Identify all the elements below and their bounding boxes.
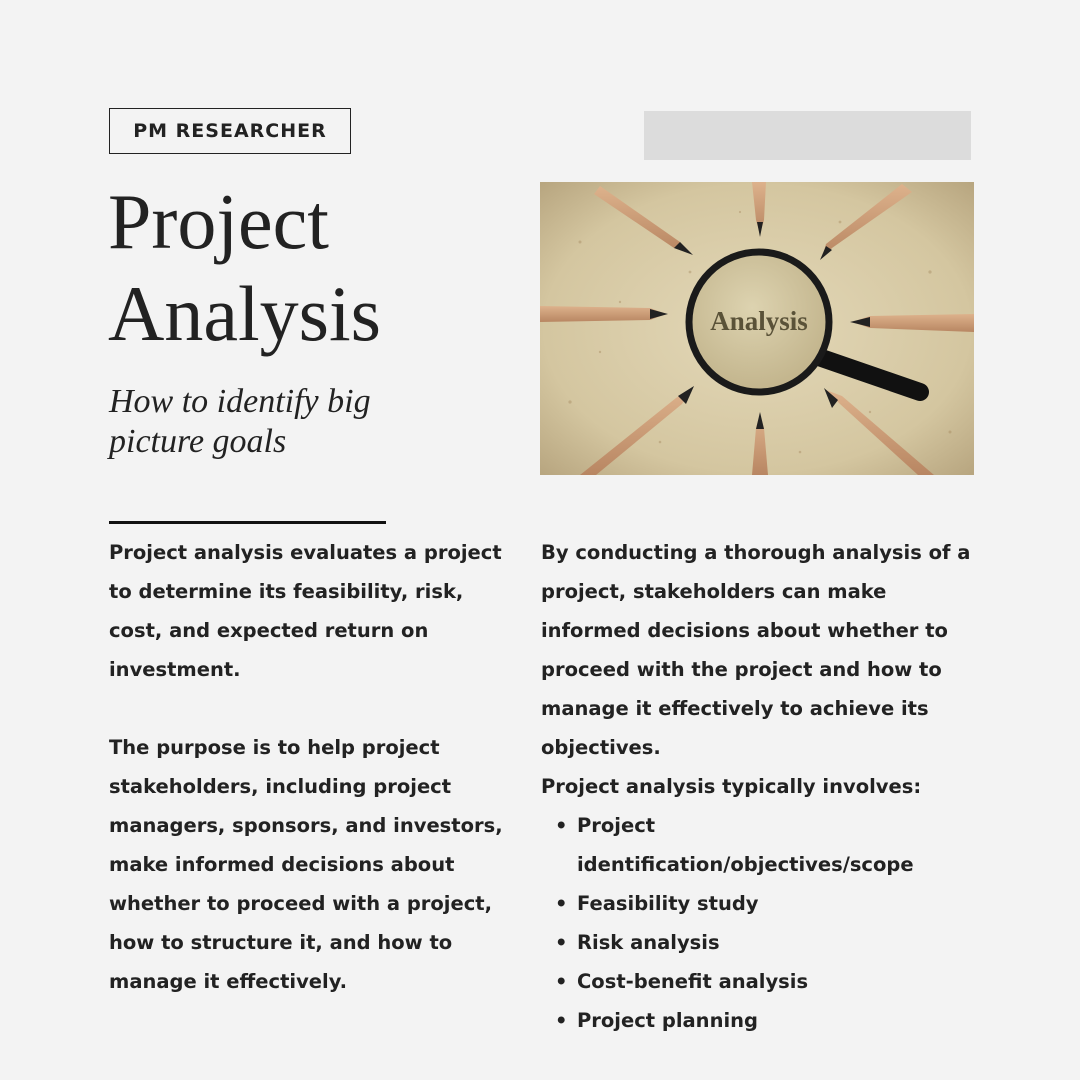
list-item: • Feasibility study	[541, 884, 981, 923]
bullet-icon: •	[555, 931, 568, 954]
bullet-icon: •	[555, 892, 568, 915]
placeholder-bar	[644, 111, 971, 160]
list-item: • Project identification/objectives/scope	[541, 806, 981, 884]
involves-list	[541, 806, 981, 1040]
page-subtitle: How to identify big picture goals	[109, 383, 371, 460]
left-paragraph-1: Project analysis evaluates a project to determine its feasibility, risk, cost, and expected return on investment.	[109, 541, 502, 681]
bullet-icon: •	[555, 814, 568, 837]
title-line-1: Project	[108, 178, 329, 265]
page-title	[108, 176, 381, 360]
pencil-left	[540, 306, 668, 322]
right-column	[541, 533, 981, 1040]
left-paragraph-2: The purpose is to help project stakeholders, including project managers, sponsors, and investors, make informed decisions about whether to proceed with a project, how to structure it, and how to manage it effectively.	[109, 736, 503, 993]
divider-rule	[109, 521, 386, 524]
bullet-icon: •	[555, 970, 568, 993]
brand-tag: PM RESEARCHER	[109, 108, 351, 154]
analysis-photo	[540, 182, 974, 475]
list-intro: Project analysis typically involves:	[541, 775, 922, 798]
list-item: • Risk analysis	[541, 923, 981, 962]
left-column	[109, 533, 519, 1001]
right-paragraph-1: By conducting a thorough analysis of a project, stakeholders can make informed decisions about whether to proceed with the project and how to manage it effectively to achieve its objectives.	[541, 541, 971, 759]
pencils-magnifier-illustration	[540, 182, 974, 475]
list-item: • Project planning	[541, 1001, 981, 1040]
bullet-icon: •	[555, 1009, 568, 1032]
title-line-2: Analysis	[108, 270, 381, 357]
magnifier-label: Analysis	[710, 306, 808, 336]
list-item: • Cost-benefit analysis	[541, 962, 981, 1001]
